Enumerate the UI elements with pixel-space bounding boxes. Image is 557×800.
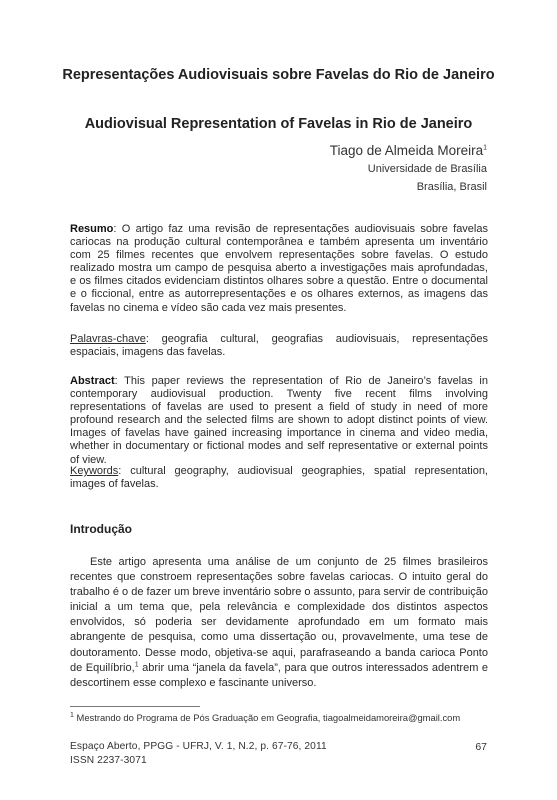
resumo-label: Resumo <box>70 223 114 235</box>
author-name <box>330 143 487 158</box>
palavras-chave-label: Palavras-chave <box>70 333 146 345</box>
intro-text-end: abrir uma “janela da favela”, para que outros interessados adentrem e descortinem esse complexo e fascinante universo. <box>70 661 488 689</box>
intro-text-start: Este artigo apresenta uma análise de um conjunto de 25 filmes brasileiros recentes que constroem representações sobre favelas cariocas. O intuito geral do trabalho é o de fazer um breve inventário sobre o assunto, para servir de contribuição inicial a um tema que, pela relevância e complexidade dos distintos aspectos envolvidos, só poderia ser devidamente aprofundado em um formato mais abrangente de pesquisa, como uma dissertação ou, provavelmente, uma tese de doutoramento. Desse modo, objetiva-se aqui, parafraseando a banda carioca Ponto de Equilíbrio, <box>70 556 488 674</box>
footnote <box>70 712 490 723</box>
abstract-paragraph <box>70 375 488 467</box>
intro-paragraph <box>70 555 488 691</box>
title-english: Audiovisual Representation of Favelas in Rio de Janeiro <box>84 116 473 132</box>
footnote-mark: 1 <box>70 711 74 719</box>
section-heading-introducao: Introdução <box>70 522 132 536</box>
resumo-paragraph <box>70 223 488 315</box>
title-portuguese: Representações Audiovisuais sobre Favelas do Rio de Janeiro <box>62 67 495 83</box>
keywords-label: Keywords <box>70 465 119 477</box>
resumo-text: : O artigo faz uma revisão de representações audiovisuais sobre favelas cariocas na produção cultural contemporânea e também apresenta um inventário com 25 filmes recentes que envolvem representações sobre favelas. O estudo realizado mostra um campo de pesquisa aberto a investigações mais aprofundadas, e os filmes citados evidenciam distintos olhares sobre a questão. Entre o documental e o ficcional, entre as autorrepresentações e os olhares externos, as imagens das favelas no cinema e vídeo são cada vez mais presentes. <box>70 223 488 314</box>
footnote-separator <box>70 706 200 707</box>
author-name-text: Tiago de Almeida Moreira <box>329 143 484 158</box>
footnote-text: Mestrando do Programa de Pós Graduação em Geografia, tiagoalmeidamoreira@gmail.com <box>76 712 461 723</box>
intro-footnote-mark: 1 <box>134 661 139 668</box>
author-city: Brasília, Brasil <box>416 181 487 193</box>
keywords-text: : cultural geography, audiovisual geographies, spatial representation, images of favelas. <box>70 465 488 491</box>
abstract-label: Abstract <box>70 375 115 387</box>
page-number: 67 <box>475 741 487 753</box>
author-university: Universidade de Brasília <box>367 163 487 175</box>
author-footnote-mark: 1 <box>483 144 487 152</box>
abstract-text: : This paper reviews the representation of Rio de Janeiro’s favelas in contemporary audiovisual production. Twenty five recent films involving representations of favelas are used to present a field of study in need of more profound research and the selected films are shown to adopt distinct points of view. Images of favelas have gained increasing importance in cinema and video media, whether in documentary or fictional modes and self representative or external points of view. <box>70 375 488 466</box>
keywords-paragraph <box>70 465 488 491</box>
footer-issn: ISSN 2237-3071 <box>70 755 147 766</box>
footer-journal: Espaço Aberto, PPGG - UFRJ, V. 1, N.2, p. 67-76, 2011 <box>70 741 327 752</box>
palavras-chave-text: : geografia cultural, geografias audiovisuais, representações espaciais, imagens das favelas. <box>70 333 488 359</box>
palavras-chave-paragraph <box>70 333 488 359</box>
